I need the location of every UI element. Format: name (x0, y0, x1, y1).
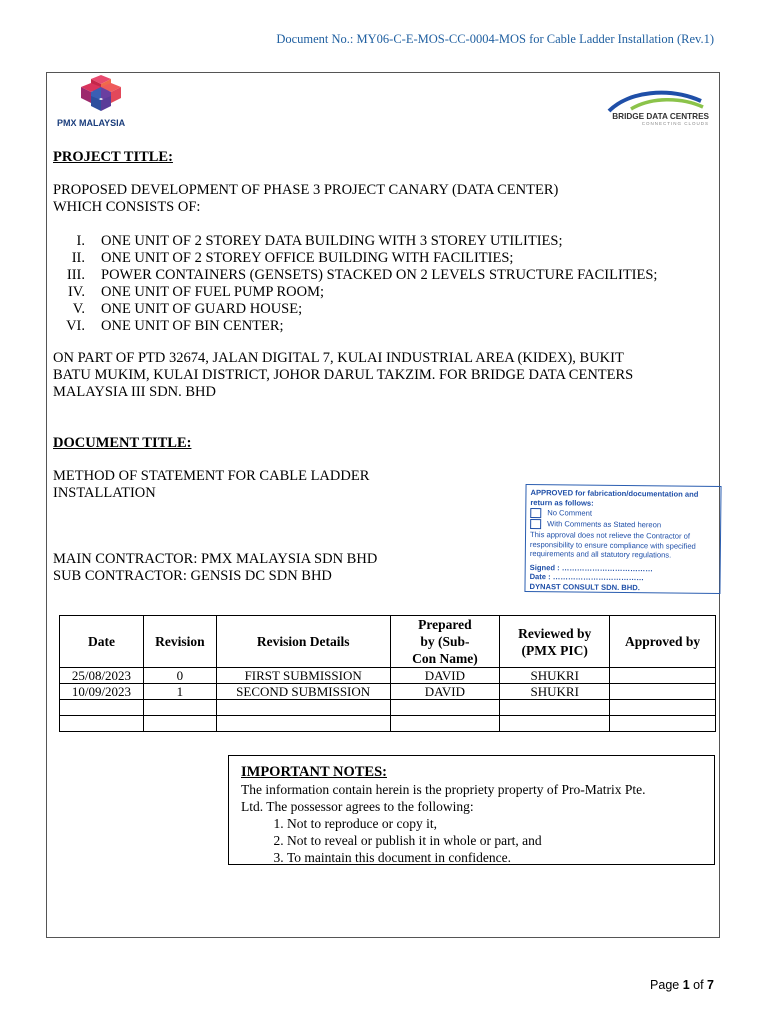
list-item: 3. To maintain this document in confidence. (287, 849, 702, 866)
pmx-logo-text: PMX MALAYSIA (57, 118, 126, 128)
column-header-prepared: Prepared by (Sub- Con Name) (390, 616, 500, 668)
project-title-section (53, 149, 558, 216)
list-item: VI. ONE UNIT OF BIN CENTER; (66, 318, 284, 334)
document-number: Document No.: MY06-C-E-MOS-CC-0004-MOS for Cable Ladder Installation (Rev.1) (276, 32, 714, 46)
project-title-heading: PROJECT TITLE: (53, 149, 173, 165)
table-row-empty (60, 716, 716, 732)
main-contractor: MAIN CONTRACTOR: PMX MALAYSIA SDN BHD (53, 551, 378, 567)
table-row: 25/08/2023 0 FIRST SUBMISSION DAVID SHUKRI (60, 668, 716, 684)
document-title-heading: DOCUMENT TITLE: (53, 435, 192, 451)
list-item: V. ONE UNIT OF GUARD HOUSE; (72, 301, 303, 317)
table-row: 10/09/2023 1 SECOND SUBMISSION DAVID SHUKRI (60, 684, 716, 700)
list-item: I. ONE UNIT OF 2 STOREY DATA BUILDING WITH 3 STOREY UTILITIES; (76, 233, 563, 249)
table-row-empty (60, 700, 716, 716)
column-header-approved: Approved by (610, 616, 716, 668)
stamp-option-with-comments: With Comments as Stated hereon (530, 519, 716, 531)
document-title-line-2: INSTALLATION (53, 485, 156, 501)
column-header-revision: Revision (143, 616, 216, 668)
bdc-logo-tagline: CONNECTING CLOUDS (641, 121, 709, 126)
bridge-data-centres-logo (601, 79, 711, 135)
list-item: 2. Not to reveal or publish it in whole or part, and (287, 832, 702, 849)
project-scope-list (53, 233, 657, 335)
cover-page-frame (46, 72, 720, 938)
project-location: ON PART OF PTD 32674, JALAN DIGITAL 7, KULAI INDUSTRIAL AREA (KIDEX), BUKIT BATU MUKIM, KULAI DISTRICT, JOHOR DARUL TAKZIM. FOR BRIDGE DATA CENTERS MALAYSIA III SDN. BHD (53, 350, 634, 400)
checkbox-icon (530, 508, 541, 518)
column-header-details: Revision Details (216, 616, 390, 668)
document-title-line-1: METHOD OF STATEMENT FOR CABLE LADDER (53, 468, 370, 484)
list-item: IV. ONE UNIT OF FUEL PUMP ROOM; (67, 284, 325, 300)
important-notes-heading: IMPORTANT NOTES: (241, 764, 387, 780)
stamp-company: DYNAST CONSULT SDN. BHD. (529, 581, 640, 592)
approval-stamp: APPROVED for fabrication/documentation and return as follows: No Comment With Comments as Stated hereon This approval does not relieve the Contractor of responsibility to ensure compliance with specified requirements and all statutory regulations. Signed : ……………………………… Date : ……………………………… DYNAST CONSULT SDN. BHD. (524, 484, 721, 594)
stamp-option-no-comment: No Comment (530, 508, 716, 520)
important-notes-box: IMPORTANT NOTES: The information contain herein is the propriety property of Pro-Matrix Pte. Ltd. The possessor agrees to the following: 1. Not to reproduce or copy it, 2. Not to reveal or publish it in whole or part, and 3. To maintain this document in confidence. (228, 755, 715, 865)
bdc-logo-text (612, 112, 709, 126)
table-header-row (60, 616, 716, 668)
project-title-line-2: WHICH CONSISTS OF: (53, 199, 201, 215)
project-title-line-1: PROPOSED DEVELOPMENT OF PHASE 3 PROJECT CANARY (DATA CENTER) (53, 182, 559, 198)
sub-contractor: SUB CONTRACTOR: GENSIS DC SDN BHD (53, 568, 332, 584)
list-item: 1. Not to reproduce or copy it, (287, 815, 702, 832)
contractors-section (53, 551, 377, 585)
list-item: III. POWER CONTAINERS (GENSETS) STACKED ON 2 LEVELS STRUCTURE FACILITIES; (66, 267, 658, 283)
important-notes-list (241, 815, 702, 866)
list-item: II. ONE UNIT OF 2 STOREY OFFICE BUILDING WITH FACILITIES; (71, 250, 514, 266)
page-number: Page 1 of 7 (650, 978, 714, 992)
checkbox-icon (530, 519, 541, 529)
document-title-section (53, 435, 369, 502)
revision-table (59, 615, 716, 732)
column-header-reviewed: Reviewed by (PMX PIC) (500, 616, 610, 668)
column-header-date: Date (60, 616, 144, 668)
bdc-logo-name: BRIDGE DATA CENTRES (612, 112, 709, 121)
